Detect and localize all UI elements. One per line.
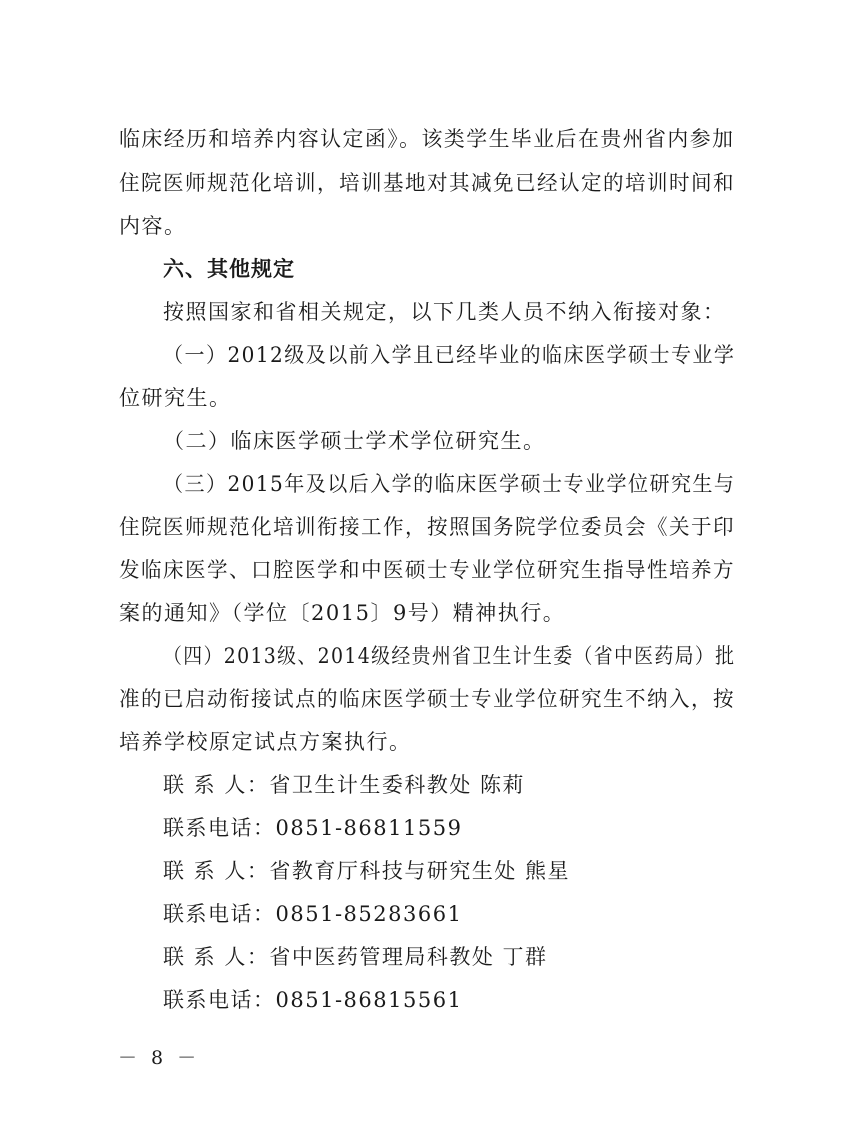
item-1-line-2: 位研究生。 xyxy=(119,386,232,410)
item-3-line-4: 案的通知》（学位〔2015〕9号）精神执行。 xyxy=(119,601,566,625)
item-3-line-2: 住院医师规范化培训衔接工作，按照国务院学位委员会《关于印 xyxy=(119,515,736,539)
continuation-line-3: 内容。 xyxy=(119,214,187,238)
section-heading: 六、其他规定 xyxy=(163,257,295,281)
item-4-line-1: （四）2013级、2014级经贵州省卫生计生委（省中医药局）批 xyxy=(163,644,736,668)
item-1-line-1: （一）2012级及以前入学且已经毕业的临床医学硕士专业学 xyxy=(163,343,736,367)
continuation-line-1: 临床经历和培养内容认定函》。该类学生毕业后在贵州省内参加 xyxy=(119,127,735,151)
continuation-line-2: 住院医师规范化培训，培训基地对其减免已经认定的培训时间和 xyxy=(119,171,736,195)
item-4-line-2: 准的已启动衔接试点的临床医学硕士专业学位研究生不纳入，按 xyxy=(119,687,736,711)
contact-phone-2: 联系电话：0851-85283661 xyxy=(163,902,463,926)
contact-person-3: 联 系 人：省中医药管理局科教处 丁群 xyxy=(163,945,548,969)
item-2-line-1: （二）临床医学硕士学术学位研究生。 xyxy=(163,429,546,453)
contact-person-2: 联 系 人：省教育厅科技与研究生处 熊星 xyxy=(163,859,571,883)
item-4-line-3: 培养学校原定试点方案执行。 xyxy=(119,730,412,754)
contact-phone-1: 联系电话：0851-86811559 xyxy=(163,816,463,840)
item-3-line-1: （三）2015年及以后入学的临床医学硕士专业学位研究生与 xyxy=(163,472,736,496)
section-intro: 按照国家和省相关规定，以下几类人员不纳入衔接对象： xyxy=(163,300,726,324)
contact-person-1: 联 系 人：省卫生计生委科教处 陈莉 xyxy=(163,773,526,797)
item-3-line-3: 发临床医学、口腔医学和中医硕士专业学位研究生指导性培养方 xyxy=(119,558,736,582)
contact-phone-3: 联系电话：0851-86815561 xyxy=(163,988,463,1012)
page-number: － 8 － xyxy=(118,1047,201,1069)
